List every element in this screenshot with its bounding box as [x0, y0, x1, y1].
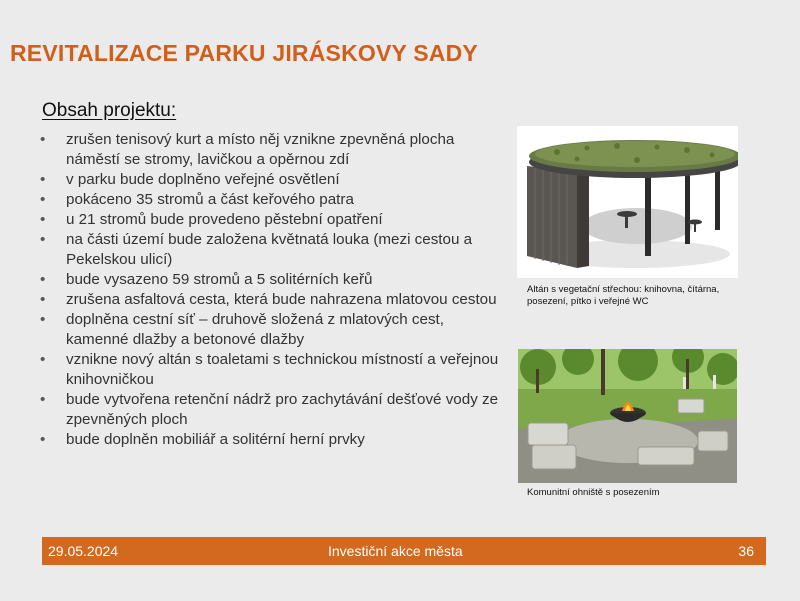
list-item: • vznikne nový altán s toaletami s technickou místností a veřejnou knihovničkou — [38, 350, 508, 390]
firepit-figure — [518, 349, 737, 483]
slide-title: REVITALIZACE PARKU JIRÁSKOVY SADY — [10, 40, 478, 66]
list-item: • na části území bude založena květnatá louka (mezi cestou a Pekelskou ulicí) — [38, 230, 508, 270]
page-number: 36 — [738, 543, 754, 559]
list-item: • doplněna cestní síť – druhově složená z mlatových cest, kamenné dlažby a betonové dlažby — [38, 310, 508, 350]
list-item: • bude vysazeno 59 stromů a 5 solitérních keřů — [38, 270, 508, 290]
list-item: • pokáceno 35 stromů a část keřového patra — [38, 190, 508, 210]
section-heading: Obsah projektu: — [42, 100, 177, 121]
footer-title: Investiční akce města — [328, 543, 463, 559]
pavilion-illustration-icon — [517, 126, 738, 278]
list-item: • zrušena asfaltová cesta, která bude nahrazena mlatovou cestou — [38, 290, 508, 310]
list-item: • u 21 stromů bude provedeno pěstební opatření — [38, 210, 508, 230]
firepit-caption: Komunitní ohniště s posezením — [527, 487, 660, 498]
list-item: • v parku bude doplněno veřejné osvětlení — [38, 170, 508, 190]
bullet-list — [38, 130, 508, 450]
list-item: • bude doplněn mobiliář a solitérní herní prvky — [38, 430, 508, 450]
pavilion-caption: Altán s vegetační střechou: knihovna, čítárna, posezení, pítko i veřejné WC — [527, 284, 720, 307]
list-item: • zrušen tenisový kurt a místo něj vznikne zpevněná plocha náměstí se stromy, lavičkou a opěrnou zdí — [38, 130, 508, 170]
footer-date: 29.05.2024 — [48, 543, 119, 559]
list-item: • bude vytvořena retenční nádrž pro zachytávání dešťové vody ze zpevněných ploch — [38, 390, 508, 430]
firepit-illustration-icon — [518, 349, 737, 483]
footer-bar — [42, 537, 766, 565]
pavilion-figure — [517, 126, 738, 278]
